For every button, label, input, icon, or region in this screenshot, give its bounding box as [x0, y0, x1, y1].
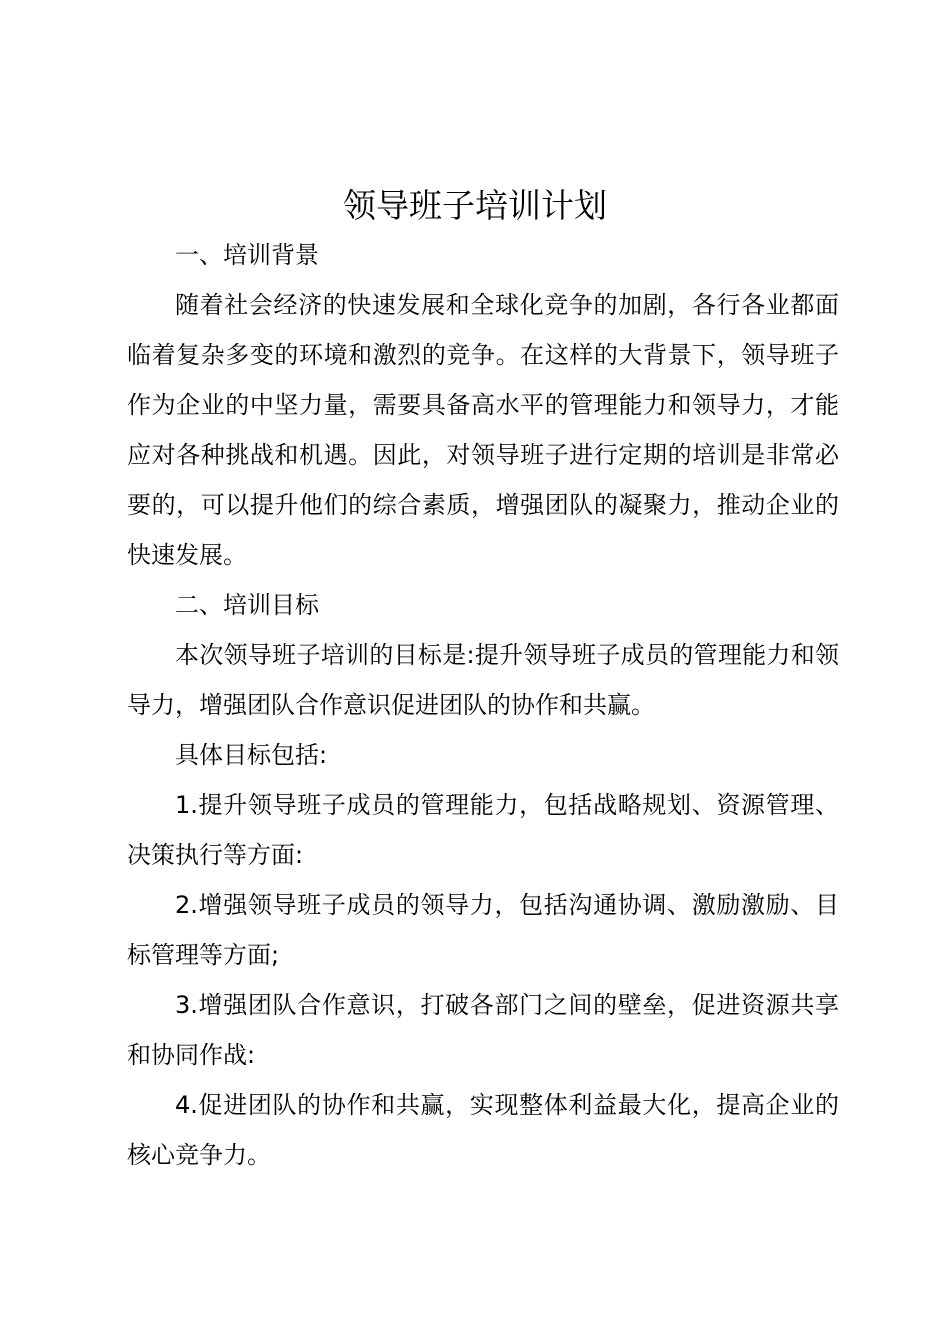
goals-paragraph: 本次领导班子培训的目标是:提升领导班子成员的管理能力和领导力，增强团队合作意识促进团队的协作和共赢。 — [127, 641, 839, 719]
goal-item-1: 1.提升领导班子成员的管理能力，包括战略规划、资源管理、决策执行等方面: — [127, 791, 839, 869]
goal-item-2: 2.增强领导班子成员的领导力，包括沟通协调、激励激励、目标管理等方面; — [127, 891, 839, 969]
goal-item-4: 4.促进团队的协作和共赢，实现整体利益最大化，提高企业的核心竞争力。 — [127, 1091, 839, 1169]
document-body — [127, 230, 839, 1180]
document-title: 领导班子培训计划 — [343, 186, 607, 225]
goal-item-3: 3.增强团队合作意识，打破各部门之间的壁垒，促进资源共享和协同作战: — [127, 991, 839, 1069]
specific-goals-heading: 具体目标包括: — [175, 741, 328, 769]
background-paragraph: 随着社会经济的快速发展和全球化竞争的加剧，各行各业都面临着复杂多变的环境和激烈的竞争。在这样的大背景下，领导班子作为企业的中坚力量，需要具备高水平的管理能力和领导力，才能应对各种挑战和机遇。因此，对领导班子进行定期的培训是非常必要的，可以提升他们的综合素质，增强团队的凝聚力，推动企业的快速发展。 — [127, 291, 839, 569]
section-heading-goals: 二、培训目标 — [175, 591, 319, 619]
section-heading-background: 一、培训背景 — [175, 241, 319, 269]
